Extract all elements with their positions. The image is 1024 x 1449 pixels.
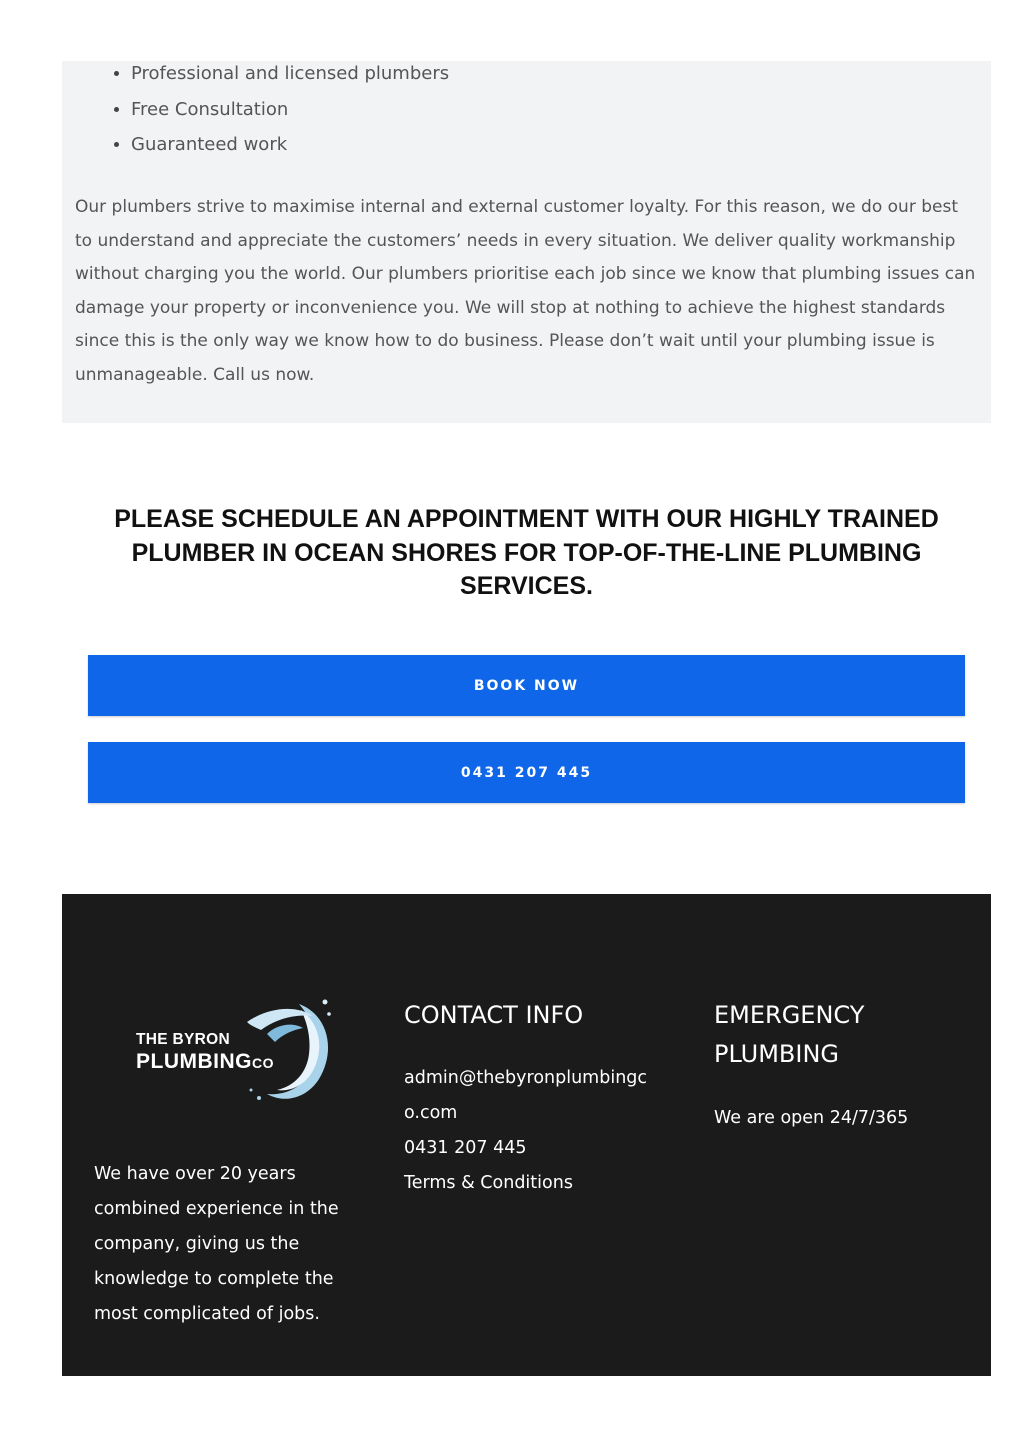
logo-suffix: CO xyxy=(252,1054,274,1071)
cta-section xyxy=(62,423,991,894)
contact-heading: CONTACT INFO xyxy=(404,1001,584,1029)
phone-link[interactable]: 0431 207 445 xyxy=(404,1138,527,1158)
logo-line2-text: PLUMBING xyxy=(136,1049,252,1073)
feature-item: • Professional and licensed plumbers xyxy=(131,61,449,97)
feature-list xyxy=(62,61,449,168)
site-footer xyxy=(62,894,991,1376)
intro-paragraph: Our plumbers strive to maximise internal and external customer loyalty. For this reason, we do our best to understand and appreciate the customers’ needs in every situation. We deliver quality workmanship without charging you the world. Our plumbers prioritise each job since we know that plumbing issues can damage your property or inconvenience you. We will stop at nothing to achieve the highest standards since this is the only way we know how to do business. Please don’t wait until your plumbing issue is unmanageable. Call us now. xyxy=(75,197,976,385)
book-now-button[interactable]: BOOK NOW xyxy=(88,655,965,716)
feature-item: • Free Consultation xyxy=(131,97,449,133)
logo-line2 xyxy=(136,1051,274,1072)
about-text: We have over 20 years combined experience in the company, giving us the knowledge to complete the most complicated of jobs. xyxy=(94,1164,339,1325)
contact-list xyxy=(404,1061,654,1201)
email-link[interactable]: admin@thebyronplumbingco.com xyxy=(404,1068,648,1123)
cta-heading: PLEASE SCHEDULE AN APPOINTMENT WITH OUR HIGHLY TRAINED PLUMBER IN OCEAN SHORES FOR TOP-OF-THE-LINE PLUMBING SERVICES. xyxy=(114,505,939,600)
logo-wordmark xyxy=(136,1032,274,1072)
terms-link[interactable]: Terms & Conditions xyxy=(404,1173,573,1193)
emergency-heading: EMERGENCY PLUMBING xyxy=(714,1001,865,1068)
call-phone-button[interactable]: 0431 207 445 xyxy=(88,742,965,803)
intro-section xyxy=(62,61,991,423)
company-logo[interactable] xyxy=(132,994,332,1109)
logo-line1: THE BYRON xyxy=(136,1031,230,1048)
page-frame xyxy=(62,61,991,1376)
emergency-hours: We are open 24/7/365 xyxy=(714,1108,909,1128)
feature-item: • Guaranteed work xyxy=(131,132,449,168)
